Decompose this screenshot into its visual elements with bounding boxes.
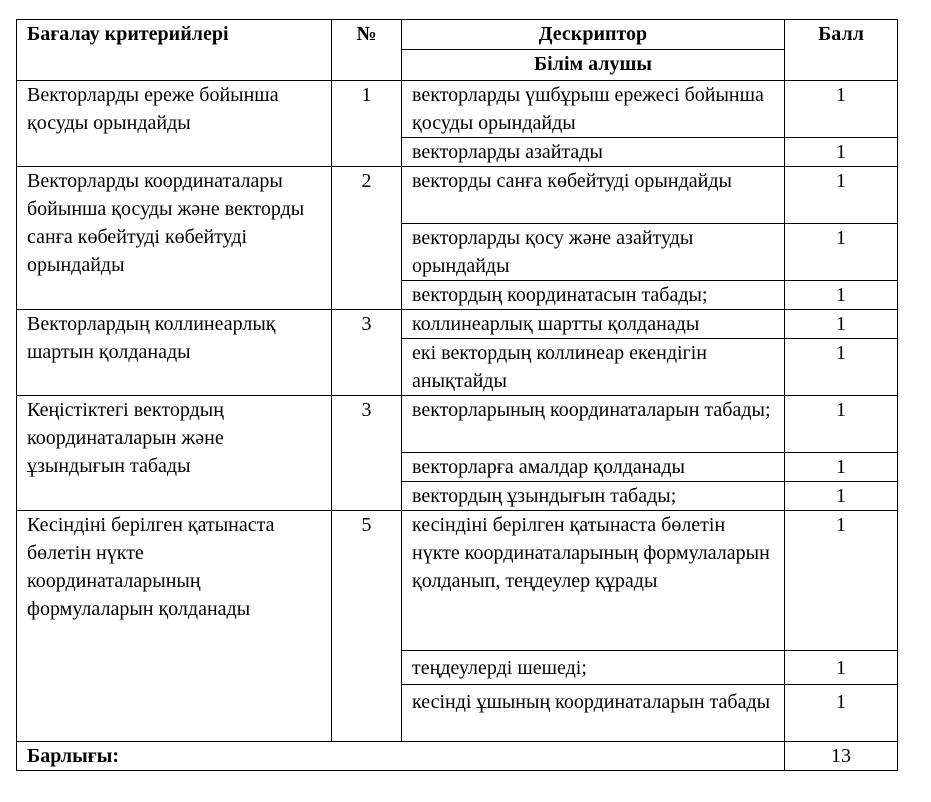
table-row bbox=[17, 511, 898, 651]
header-criteria: Бағалау критерийлері bbox=[17, 20, 332, 81]
score-cell: 1 bbox=[785, 651, 898, 685]
criterion-cell: Кесіндіні берілген қатынаста бөлетін нүкте координаталарының формулаларын қолданады bbox=[17, 511, 332, 742]
table-row bbox=[17, 396, 898, 453]
criterion-number: 2 bbox=[332, 167, 402, 310]
score-cell: 1 bbox=[785, 339, 898, 396]
descriptor-cell: екі вектордың коллинеар екендігін анықтайды bbox=[402, 339, 785, 396]
criterion-cell: Кеңістіктегі вектордың координаталарын және ұзындығын табады bbox=[17, 396, 332, 511]
criterion-number: 1 bbox=[332, 81, 402, 167]
table-row bbox=[17, 81, 898, 138]
descriptor-cell: кесінді ұшының координаталарын табады bbox=[402, 685, 785, 742]
score-cell: 1 bbox=[785, 511, 898, 651]
descriptor-cell: кесіндіні берілген қатынаста бөлетін нүкте координаталарының формулаларын қолданып, теңдеулер құрады bbox=[402, 511, 785, 651]
header-row bbox=[17, 20, 898, 50]
descriptor-cell: векторларға амалдар қолданады bbox=[402, 453, 785, 482]
assessment-rubric-table bbox=[16, 19, 898, 771]
criterion-number: 3 bbox=[332, 396, 402, 511]
score-cell: 1 bbox=[785, 281, 898, 310]
header-score: Балл bbox=[785, 20, 898, 81]
criterion-cell: Векторларды ереже бойынша қосуды орындайды bbox=[17, 81, 332, 167]
total-row bbox=[17, 742, 898, 771]
total-value: 13 bbox=[785, 742, 898, 771]
table-row bbox=[17, 167, 898, 224]
descriptor-cell: теңдеулерді шешеді; bbox=[402, 651, 785, 685]
score-cell: 1 bbox=[785, 81, 898, 138]
total-label: Барлығы: bbox=[17, 742, 785, 771]
descriptor-cell: вектордың координатасын табады; bbox=[402, 281, 785, 310]
criterion-number: 5 bbox=[332, 511, 402, 742]
descriptor-cell: вектордың ұзындығын табады; bbox=[402, 482, 785, 511]
descriptor-cell: векторларды азайтады bbox=[402, 138, 785, 167]
header-learner: Білім алушы bbox=[402, 50, 785, 81]
score-cell: 1 bbox=[785, 167, 898, 224]
criterion-number: 3 bbox=[332, 310, 402, 396]
score-cell: 1 bbox=[785, 685, 898, 742]
descriptor-cell: векторларының координаталарын табады; bbox=[402, 396, 785, 453]
descriptor-cell: векторларды үшбұрыш ережесі бойынша қосуды орындайды bbox=[402, 81, 785, 138]
descriptor-cell: векторды санға көбейтуді орындайды bbox=[402, 167, 785, 224]
criterion-cell: Векторлардың коллинеарлық шартын қолданады bbox=[17, 310, 332, 396]
score-cell: 1 bbox=[785, 396, 898, 453]
header-descriptor: Дескриптор bbox=[402, 20, 785, 50]
score-cell: 1 bbox=[785, 310, 898, 339]
score-cell: 1 bbox=[785, 482, 898, 511]
table-row bbox=[17, 310, 898, 339]
score-cell: 1 bbox=[785, 224, 898, 281]
descriptor-cell: коллинеарлық шартты қолданады bbox=[402, 310, 785, 339]
score-cell: 1 bbox=[785, 453, 898, 482]
criterion-cell: Векторларды координаталары бойынша қосуды және векторды санға көбейтуді көбейтуді орындайды bbox=[17, 167, 332, 310]
score-cell: 1 bbox=[785, 138, 898, 167]
header-number: № bbox=[332, 20, 402, 81]
descriptor-cell: векторларды қосу және азайтуды орындайды bbox=[402, 224, 785, 281]
